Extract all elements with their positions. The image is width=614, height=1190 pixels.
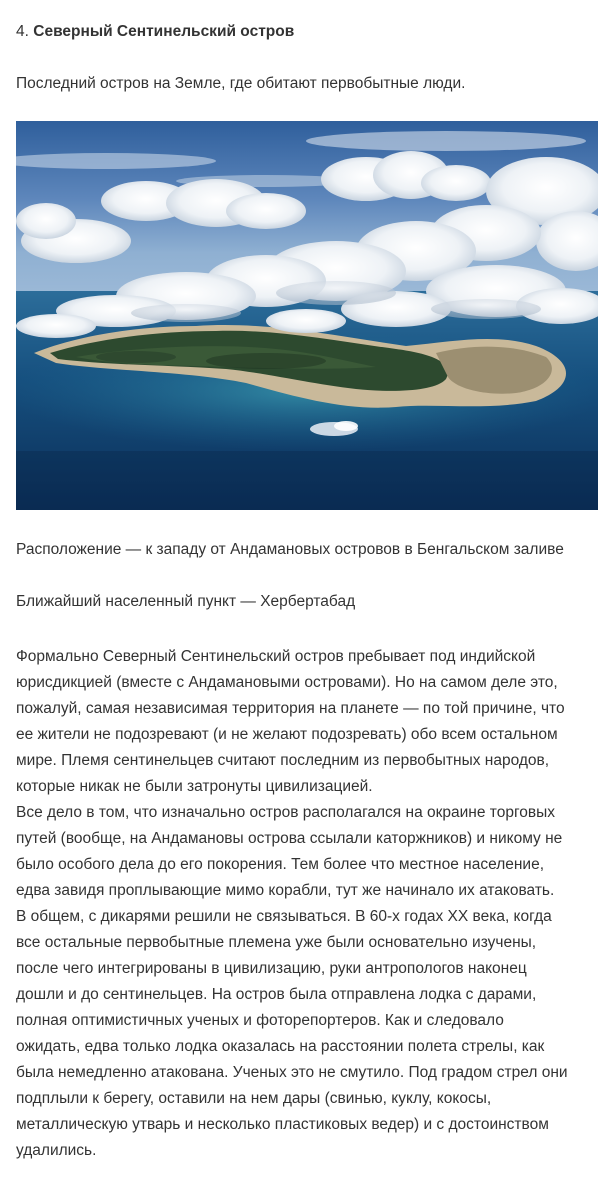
body-line: подплыли к берегу, оставили на нем дары (свинью, куклу, кокосы, — [16, 1090, 492, 1107]
island-aerial-photo — [16, 121, 598, 510]
heading-title: Северный Сентинельский остров — [33, 23, 295, 40]
body-line: путей (вообще, на Андамановы острова ссылали каторжников) и никому не — [16, 830, 563, 847]
body-line: мире. Племя сентинельцев считают последним из первобытных народов, — [16, 752, 550, 769]
location-text: Расположение — к западу от Андамановых островов в Бенгальском заливе — [16, 541, 564, 558]
body-line: едва завидя проплывающие мимо корабли, тут же начинало их атаковать. — [16, 882, 555, 899]
body-line: все остальные первобытные племена уже были основательно изучены, — [16, 934, 537, 951]
body-line: дошли и до сентинельцев. На остров была отправлена лодка с дарами, — [16, 986, 537, 1003]
body-line: ее жители не подозревают (и не желают подозревать) обо всем остальном — [16, 726, 558, 743]
article-body — [16, 644, 602, 1164]
body-line: была немедленно атакована. Ученых это не смутило. Под градом стрел они — [16, 1064, 568, 1081]
body-line: после чего интегрированы в цивилизацию, руки антропологов наконец — [16, 960, 527, 977]
body-line: металлическую утварь и несколько пластиковых ведер) и с достоинством — [16, 1116, 549, 1133]
body-line: ожидать, едва только лодка оказалась на расстоянии полета стрелы, как — [16, 1038, 545, 1055]
body-line: Все дело в том, что изначально остров располагался на окраине торговых — [16, 804, 556, 821]
body-line: юрисдикцией (вместе с Андамановыми островами). Но на самом деле это, — [16, 674, 558, 691]
article-heading — [16, 22, 294, 42]
body-line: полная оптимистичных ученых и фоторепортеров. Как и следовало — [16, 1012, 504, 1029]
body-line: Формально Северный Сентинельский остров пребывает под индийской — [16, 648, 536, 665]
body-line: было особого дела до его покорения. Тем более что местное население, — [16, 856, 545, 873]
body-line: удалились. — [16, 1142, 97, 1159]
body-line: которые никак не были затронуты цивилизацией. — [16, 778, 373, 795]
article-subtitle: Последний остров на Земле, где обитают первобытные люди. — [16, 75, 466, 92]
nearest-settlement-text: Ближайший населенный пункт — Хербертабад — [16, 593, 356, 610]
body-line: пожалуй, самая независимая территория на планете — по той причине, что — [16, 700, 565, 717]
body-line: В общем, с дикарями решили не связываться. В 60-х годах XX века, когда — [16, 908, 552, 925]
heading-number: 4. — [16, 23, 29, 40]
